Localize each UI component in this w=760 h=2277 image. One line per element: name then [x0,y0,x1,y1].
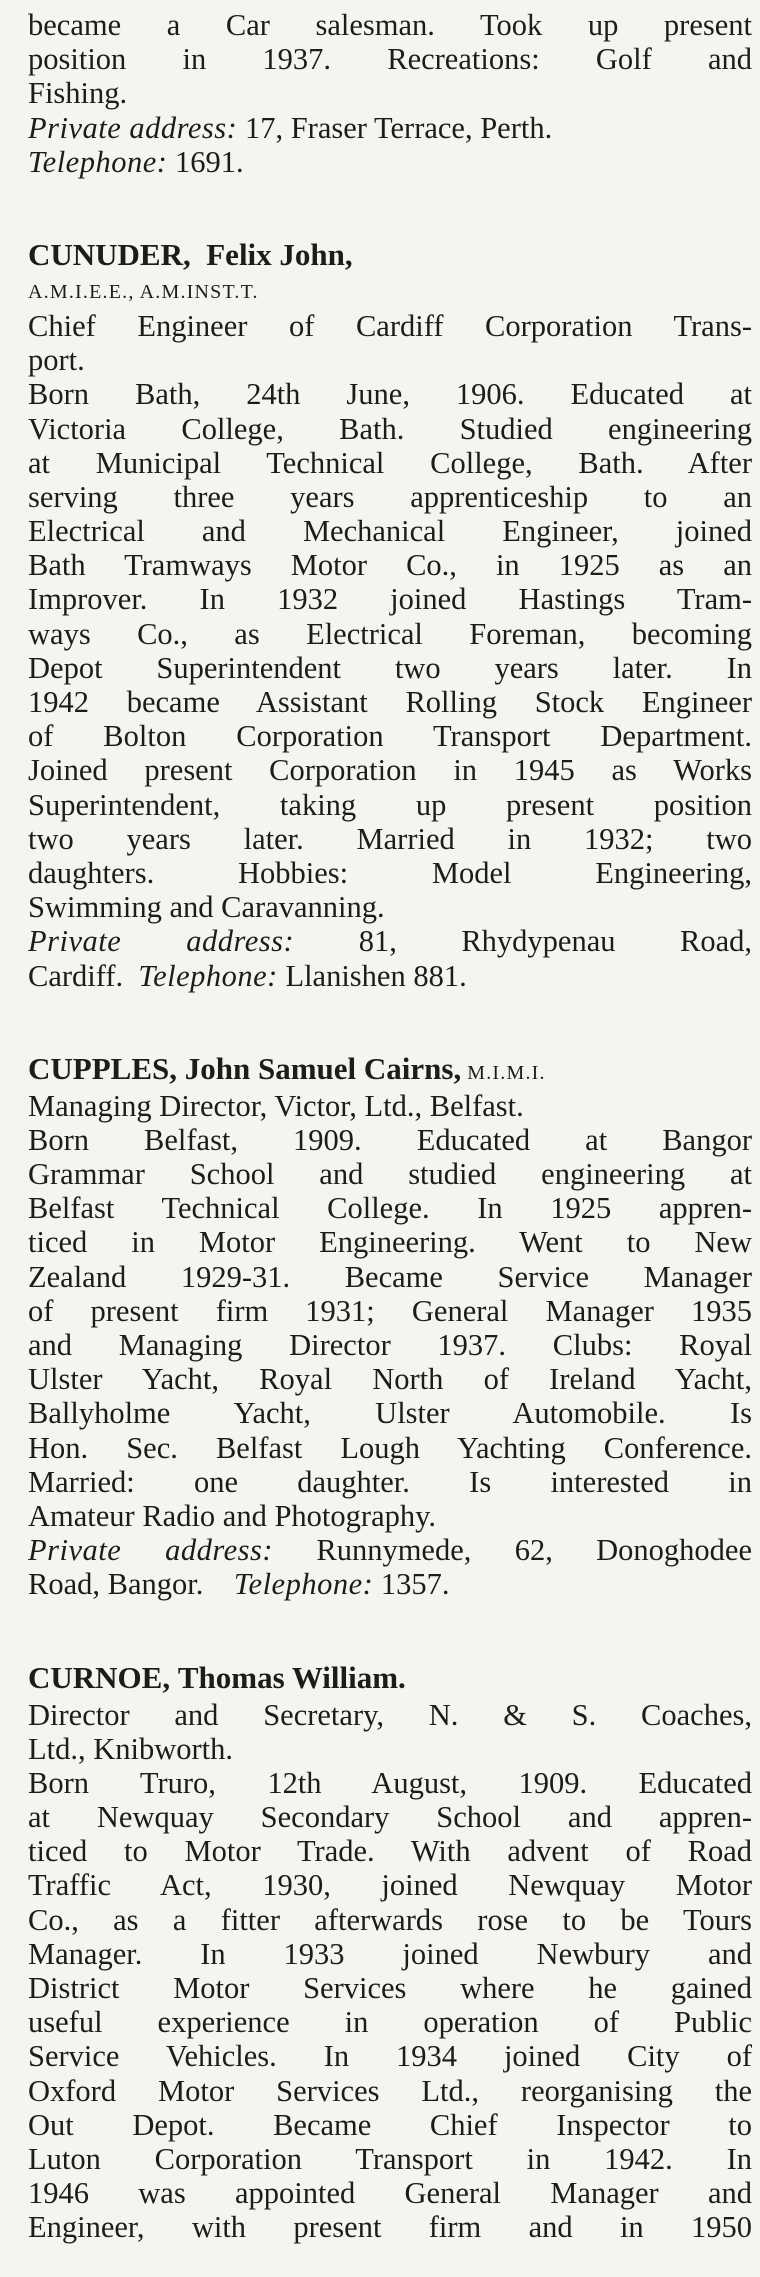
telephone-value: 1357. [373,1567,450,1602]
entry-surname: CUNUDER, [28,236,191,272]
private-address-line [28,1533,752,1567]
text-line: Electrical and Mechanical Engineer, joined [28,514,752,549]
text-line: Born Belfast, 1909. Educated at Bangor [28,1122,752,1157]
private-address-line [28,924,752,958]
entry-given-names: Felix John, [206,236,353,272]
text-line: Superintendent, taking up present position [28,787,752,822]
text-line: Managing Director, Victor, Ltd., Belfast. [28,1088,524,1123]
text-line: Born Truro, 12th August, 1909. Educated [28,1765,752,1800]
entry-qualifications: A.M.I.E.E., A.M.INST.T. [28,280,259,303]
text-line: Zealand 1929-31. Became Service Manager [28,1259,752,1294]
text-line: Chief Engineer of Cardiff Corporation Trans- [28,308,752,343]
text-line: 1942 became Assistant Rolling Stock Engineer [28,685,752,719]
text-line: two years later. Married in 1932; two [28,821,752,856]
telephone-value: Llanishen 881. [277,958,467,993]
text-line: Belfast Technical College. In 1925 appren- [28,1191,752,1226]
private-address-value: Runnymede, 62, Donoghodee [273,1533,752,1568]
text-line: Traffic Act, 1930, joined Newquay Motor [28,1868,752,1903]
text-line: Ballyholme Yacht, Ulster Automobile. Is [28,1396,752,1431]
telephone-label: Telephone: [28,144,168,179]
text-line: Luton Corporation Transport in 1942. In [28,2141,752,2176]
address-telephone-line [28,1567,752,1601]
entry-heading [28,1658,752,1698]
text-line: Out Depot. Became Chief Inspector to [28,2107,752,2142]
text-line: of present firm 1931; General Manager 1935 [28,1293,752,1328]
text-line: Born Bath, 24th June, 1906. Educated at [28,377,752,412]
entry-heading [28,1049,752,1089]
entry-cunuder [28,235,752,993]
private-address-value: Cardiff. [28,958,124,993]
text-line: Bath Tramways Motor Co., in 1925 as an [28,548,752,583]
entry-cupples [28,1049,752,1602]
text-line: at Municipal Technical College, Bath. After [28,445,752,480]
text-line: Ulster Yacht, Royal North of Ireland Yacht, [28,1362,752,1397]
text-line: Fishing. [28,76,128,111]
telephone-line [28,145,752,179]
text-line: Amateur Radio and Photography. [28,1498,436,1533]
private-address-value: Road, Bangor. [28,1567,204,1602]
private-address-line [28,111,752,145]
private-address-label: Private address: [28,1533,274,1568]
text-line: Co., as a fitter afterwards rose to be Tours [28,1902,752,1937]
telephone-label: Telephone: [138,958,278,993]
text-line: ticed to Motor Trade. With advent of Road [28,1834,752,1869]
text-line: Director and Secretary, N. & S. Coaches, [28,1697,752,1732]
text-line: 1946 was appointed General Manager and [28,2176,752,2211]
private-address-value: 17, Fraser Terrace, Perth. [237,110,553,145]
text-line: Married: one daughter. Is interested in [28,1464,752,1499]
text-line: became a Car salesman. Took up present [28,8,752,42]
text-line: of Bolton Corporation Transport Department. [28,719,752,754]
text-line: Improver. In 1932 joined Hastings Tram- [28,582,752,617]
text-line: Oxford Motor Services Ltd., reorganising the [28,2073,752,2108]
text-line: useful experience in operation of Public [28,2005,752,2040]
text-line: and Managing Director 1937. Clubs: Royal [28,1328,752,1362]
entry-surname: CURNOE, [28,1659,171,1695]
text-line: Grammar School and studied engineering at [28,1157,752,1192]
text-line: Victoria College, Bath. Studied engineering [28,411,752,446]
entry-qualifications: M.I.M.I. [467,1061,546,1084]
private-address-label: Private address: [28,924,295,959]
text-line: Swimming and Caravanning. [28,890,385,925]
text-line: Joined present Corporation in 1945 as Works [28,753,752,788]
entry-curnoe [28,1658,752,2245]
text-line: Depot Superintendent two years later. In [28,650,752,685]
address-telephone-line [28,959,752,993]
entry-given-names: John Samuel Cairns, [184,1050,462,1086]
entry-continuation [28,8,752,179]
text-line: at Newquay Secondary School and appren- [28,1800,752,1835]
text-line: serving three years apprenticeship to an [28,479,752,514]
entry-heading [28,235,752,275]
entry-given-names: Thomas William. [177,1659,406,1695]
telephone-label: Telephone: [233,1567,374,1602]
entry-surname: CUPPLES, [28,1050,177,1086]
text-line: position in 1937. Recreations: Golf and [28,42,752,77]
text-line: Engineer, with present firm and in 1950 [28,2210,752,2245]
telephone-value: 1691. [167,144,244,179]
text-line: Service Vehicles. In 1934 joined City of [28,2039,752,2074]
text-line: Manager. In 1933 joined Newbury and [28,1936,752,1971]
private-address-value: 81, Rhydypenau Road, [294,924,752,959]
text-line: ways Co., as Electrical Foreman, becoming [28,616,752,651]
text-line: Hon. Sec. Belfast Lough Yachting Conference. [28,1430,752,1465]
text-line: port. [28,343,85,378]
text-line: ticed in Motor Engineering. Went to New [28,1225,752,1260]
text-line: District Motor Services where he gained [28,1971,752,2005]
private-address-label: Private address: [28,110,238,145]
text-line: Ltd., Knibworth. [28,1731,234,1766]
text-line: daughters. Hobbies: Model Engineering, [28,855,752,890]
